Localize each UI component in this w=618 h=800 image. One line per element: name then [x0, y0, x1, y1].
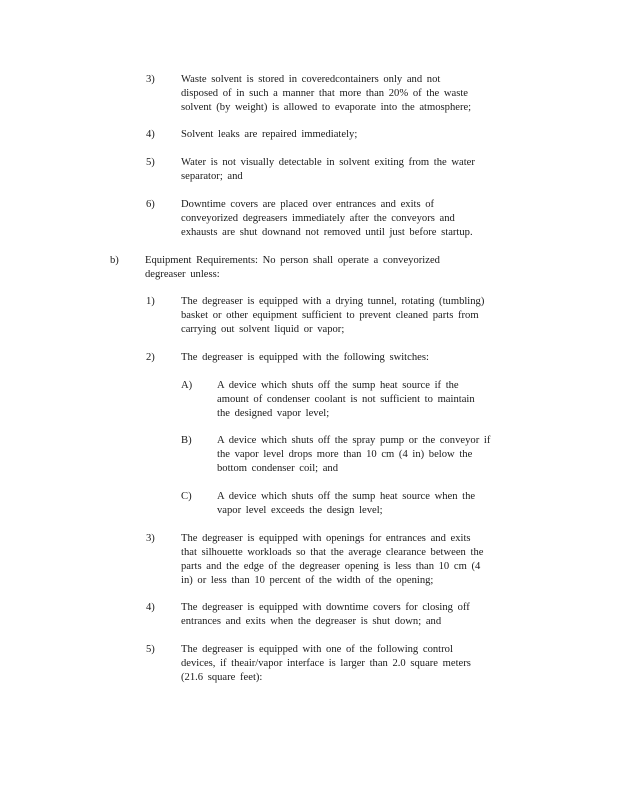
text-line: Waste solvent is stored in coveredcontainers only and not: [181, 74, 441, 85]
item-a3-label: 3): [146, 74, 155, 85]
text-line: The degreaser is equipped with downtime covers for closing off: [181, 602, 470, 613]
text-line: Downtime covers are placed over entrances and exits of: [181, 199, 435, 210]
text-line: (21.6 square feet):: [181, 672, 263, 683]
item-a5-text: [181, 156, 475, 184]
text-line: Solvent leaks are repaired immediately;: [181, 129, 358, 140]
text-line: carrying out solvent liquid or vapor;: [181, 324, 345, 335]
item-b1-text: [181, 295, 484, 337]
text-line: A device which shuts off the sump heat source if the: [217, 380, 459, 391]
item-b3-label: 3): [146, 533, 155, 544]
switch-c-label: C): [181, 491, 192, 502]
text-line: the designed vapor level;: [217, 408, 330, 419]
text-line: entrances and exits when the degreaser is shut down; and: [181, 616, 442, 627]
text-line: A device which shuts off the spray pump or the conveyor if: [217, 435, 491, 446]
text-line: conveyorized degreasers immediately after the conveyors and: [181, 213, 455, 224]
switch-b-label: B): [181, 435, 192, 446]
item-a6-text: [181, 198, 473, 240]
item-a6-label: 6): [146, 199, 155, 210]
item-b5-text: [181, 643, 471, 685]
item-a5-label: 5): [146, 157, 155, 168]
text-line: basket or other equipment sufficient to prevent cleaned parts from: [181, 310, 479, 321]
item-b4-text: [181, 601, 470, 629]
text-line: amount of condenser coolant is not sufficient to maintain: [217, 394, 475, 405]
text-line: The degreaser is equipped with the following switches:: [181, 352, 429, 363]
text-line: Water is not visually detectable in solvent exiting from the water: [181, 157, 475, 168]
item-a3-text: [181, 73, 471, 115]
text-line: devices, if theair/vapor interface is larger than 2.0 square meters: [181, 658, 471, 669]
switch-a-label: A): [181, 380, 193, 391]
section-b-label: b): [110, 255, 119, 266]
text-line: disposed of in such a manner that more than 20% of the waste: [181, 88, 469, 99]
text-line: The degreaser is equipped with openings for entrances and exits: [181, 533, 471, 544]
switch-b-text: [217, 434, 490, 476]
text-line: A device which shuts off the sump heat source when the: [217, 491, 476, 502]
text-line: exhausts are shut downand not removed until just before startup.: [181, 227, 473, 238]
text-line: the vapor level drops more than 10 cm (4 in) below the: [217, 449, 473, 460]
text-line: separator; and: [181, 171, 243, 182]
switch-a-text: [217, 379, 475, 421]
item-b4-label: 4): [146, 602, 155, 613]
text-line: The degreaser is equipped with one of the following control: [181, 644, 453, 655]
text-line: parts and the edge of the degreaser opening is less than 10 cm (4: [181, 561, 481, 572]
text-line: vapor level exceeds the design level;: [217, 505, 383, 516]
text-line: Equipment Requirements: No person shall operate a conveyorized: [145, 255, 440, 266]
item-b1-label: 1): [146, 296, 155, 307]
item-b5-label: 5): [146, 644, 155, 655]
text-line: The degreaser is equipped with a drying tunnel, rotating (tumbling): [181, 296, 485, 307]
text-line: that silhouette workloads so that the average clearance between the: [181, 547, 484, 558]
item-b3-text: [181, 532, 483, 588]
text-line: in) or less than 10 percent of the width of the opening;: [181, 575, 434, 586]
item-a4-label: 4): [146, 129, 155, 140]
text-line: bottom condenser coil; and: [217, 463, 339, 474]
text-line: solvent (by weight) is allowed to evaporate into the atmosphere;: [181, 102, 472, 113]
section-b-text: [145, 254, 440, 282]
text-line: degreaser unless:: [145, 269, 220, 280]
item-b2-label: 2): [146, 352, 155, 363]
switch-c-text: [217, 490, 475, 518]
item-b2-text: [181, 351, 429, 365]
item-a4-text: [181, 128, 357, 142]
